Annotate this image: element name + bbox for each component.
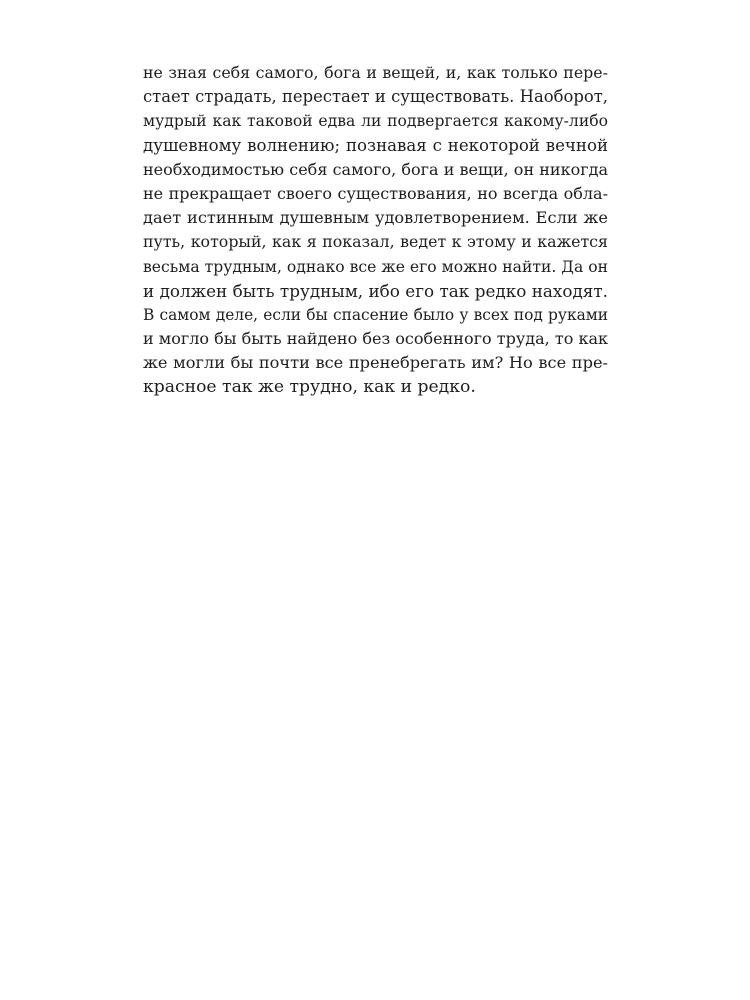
text-line: путь, который, как я показал, ведет к этому и кажется: [143, 232, 608, 252]
text-line: и должен быть трудным, ибо его так редко находят.: [143, 280, 608, 301]
text-line: стает страдать, перестает и существовать. Наоборот,: [143, 87, 608, 107]
body-text: [143, 61, 608, 400]
text-line: и могло бы быть найдено без особенного труда, то как: [143, 329, 608, 349]
text-line: В самом деле, если бы спасение было у всех под руками: [143, 305, 608, 324]
text-line: не зная себя самого, бога и вещей, и, как только пере-: [143, 63, 608, 82]
text-line: же могли бы почти все пренебрегать им? Но все пре-: [143, 353, 608, 373]
text-line: душевному волнению; познавая с некоторой вечной: [143, 135, 608, 155]
text-line-last: красное так же трудно, как и редко.: [143, 377, 476, 398]
text-line: не прекращает своего существования, но всегда обла-: [143, 183, 608, 203]
text-line: мудрый как таковой едва ли подвергается какому-либо: [143, 112, 608, 131]
text-line: необходимостью себя самого, бога и вещи, он никогда: [143, 159, 608, 179]
text-line: дает истинным душевным удовлетворением. Если же: [143, 208, 608, 228]
text-line: весьма трудным, однако все же его можно найти. Да он: [143, 257, 608, 276]
